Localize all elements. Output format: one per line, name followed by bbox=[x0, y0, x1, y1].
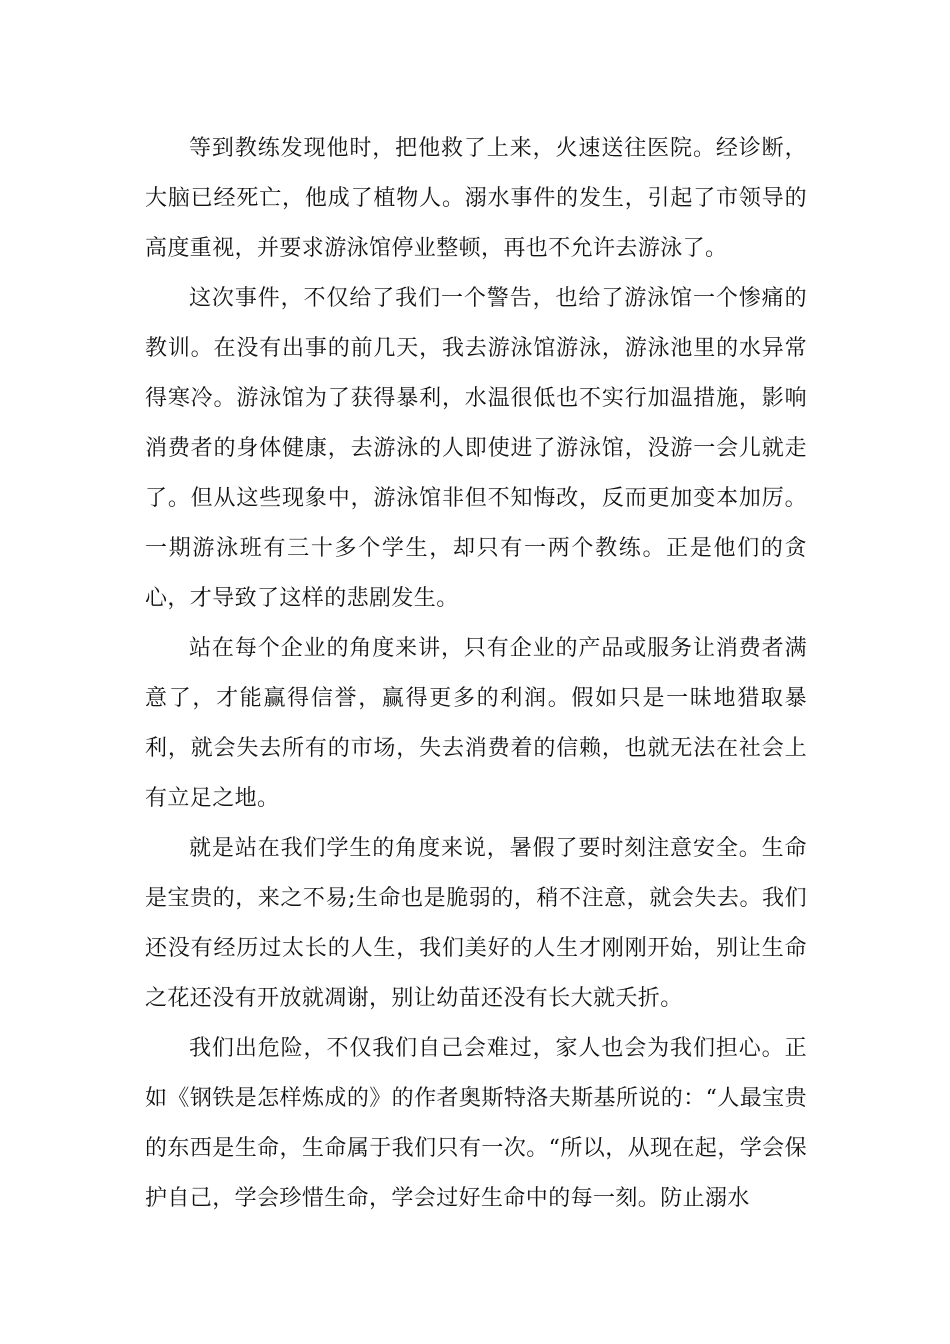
paragraph-2: 这次事件，不仅给了我们一个警告，也给了游泳馆一个惨痛的教训。在没有出事的前几天，我去游泳馆游泳，游泳池里的水异常得寒冷。游泳馆为了获得暴利，水温很低也不实行加温措施，影响消费者的身体健康，去游泳的人即使进了游泳馆，没游一会儿就走了。但从这些现象中，游泳馆非但不知悔改，反而更加变本加厉。一期游泳班有三十多个学生，却只有一两个教练。正是他们的贪心，才导致了这样的悲剧发生。 bbox=[145, 286, 807, 611]
paragraph-3: 站在每个企业的角度来讲，只有企业的产品或服务让消费者满意了，才能赢得信誉，赢得更多的利润。假如只是一昧地猎取暴利，就会失去所有的市场，失去消费着的信赖，也就无法在社会上有立足之地。 bbox=[145, 636, 807, 811]
paragraph-4: 就是站在我们学生的角度来说，暑假了要时刻注意安全。生命是宝贵的，来之不易;生命也是脆弱的，稍不注意，就会失去。我们还没有经历过太长的人生，我们美好的人生才刚刚开始，别让生命之花还没有开放就凋谢，别让幼苗还没有长大就夭折。 bbox=[145, 836, 807, 1011]
document-body bbox=[145, 124, 807, 1224]
paragraph-1: 等到教练发现他时，把他救了上来，火速送往医院。经诊断，大脑已经死亡，他成了植物人。溺水事件的发生，引起了市领导的高度重视，并要求游泳馆停业整顿，再也不允许去游泳了。 bbox=[145, 136, 807, 261]
paragraph-5: 我们出危险，不仅我们自己会难过，家人也会为我们担心。正如《钢铁是怎样炼成的》的作者奥斯特洛夫斯基所说的：“人最宝贵的东西是生命，生命属于我们只有一次。“所以，从现在起，学会保护自己，学会珍惜生命，学会过好生命中的每一刻。防止溺水 bbox=[145, 1036, 807, 1211]
